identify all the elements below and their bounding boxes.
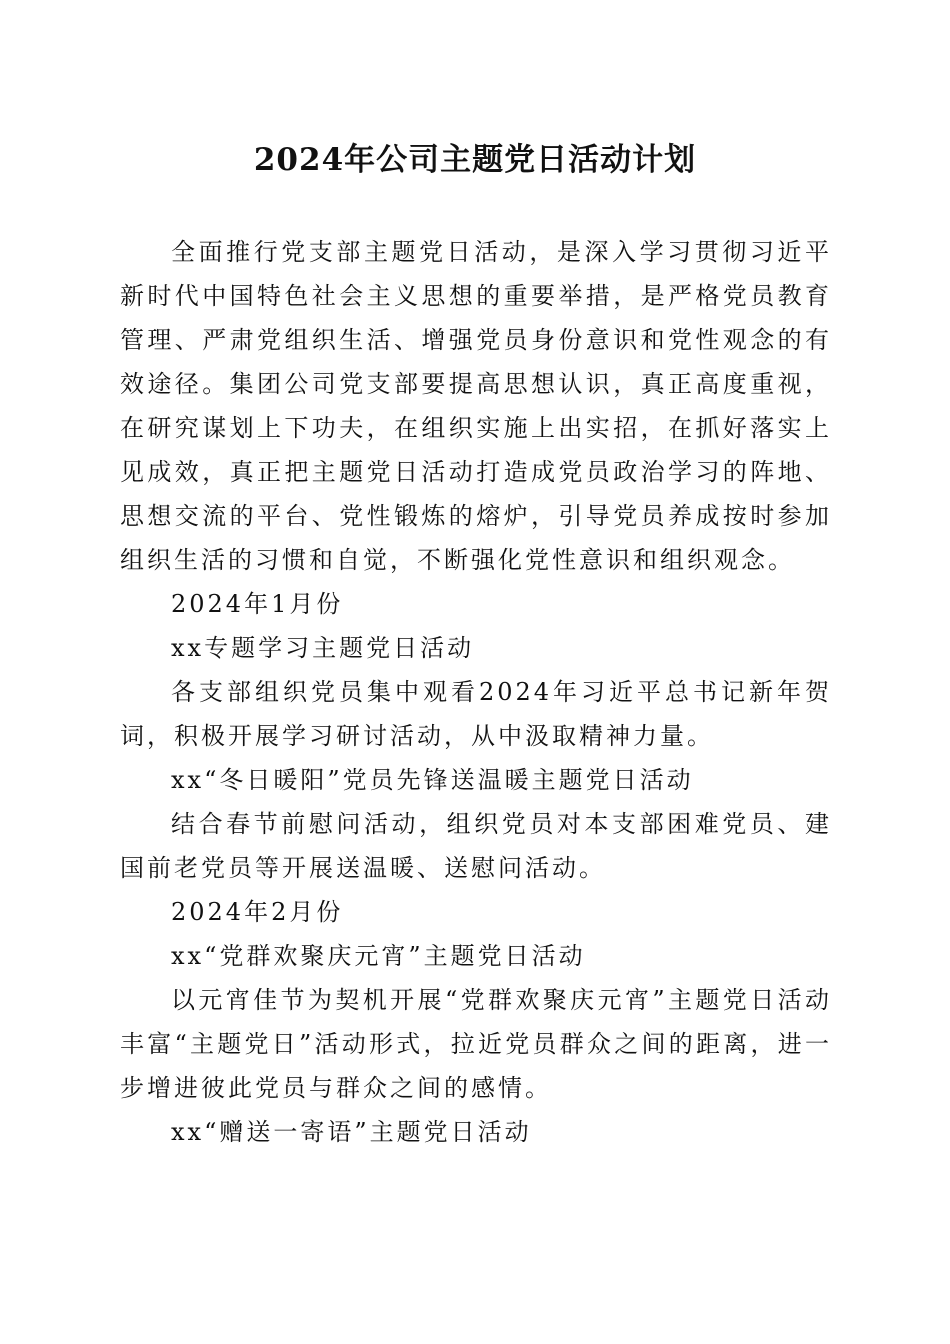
document-body: [120, 230, 832, 1154]
month-heading-february: 2024年2月份: [171, 898, 344, 926]
activity-description-winter-warmth: 结合春节前慰问活动，组织党员对本支部困难党员、建国前老党员等开展送温暖、送慰问活动。: [120, 810, 832, 882]
activity-description-study: 各支部组织党员集中观看2024年习近平总书记新年贺词，积极开展学习研讨活动，从中汲取精神力量。: [120, 678, 832, 750]
activity-title-message-gift: xx“赠送一寄语”主题党日活动: [171, 1118, 532, 1146]
intro-paragraph: 全面推行党支部主题党日活动，是深入学习贯彻习近平新时代中国特色社会主义思想的重要举措，是严格党员教育管理、严肃党组织生活、增强党员身份意识和党性观念的有效途径。集团公司党支部要提高思想认识，真正高度重视，在研究谋划上下功夫，在组织实施上出实招，在抓好落实上见成效，真正把主题党日活动打造成党员政治学习的阵地、思想交流的平台、党性锻炼的熔炉，引导党员养成按时参加组织生活的习惯和自觉，不断强化党性意识和组织观念。: [120, 238, 832, 574]
month-heading-january: 2024年1月份: [171, 590, 344, 618]
activity-description-lantern-festival: 以元宵佳节为契机开展“党群欢聚庆元宵”主题党日活动丰富“主题党日”活动形式，拉近党员群众之间的距离，进一步增进彼此党员与群众之间的感情。: [120, 986, 832, 1102]
activity-title-study: xx专题学习主题党日活动: [171, 634, 475, 662]
activity-title-lantern-festival: xx“党群欢聚庆元宵”主题党日活动: [171, 942, 586, 970]
activity-title-winter-warmth: xx“冬日暖阳”党员先锋送温暖主题党日活动: [171, 766, 694, 794]
document-title: 2024年公司主题党日活动计划: [253, 142, 697, 178]
